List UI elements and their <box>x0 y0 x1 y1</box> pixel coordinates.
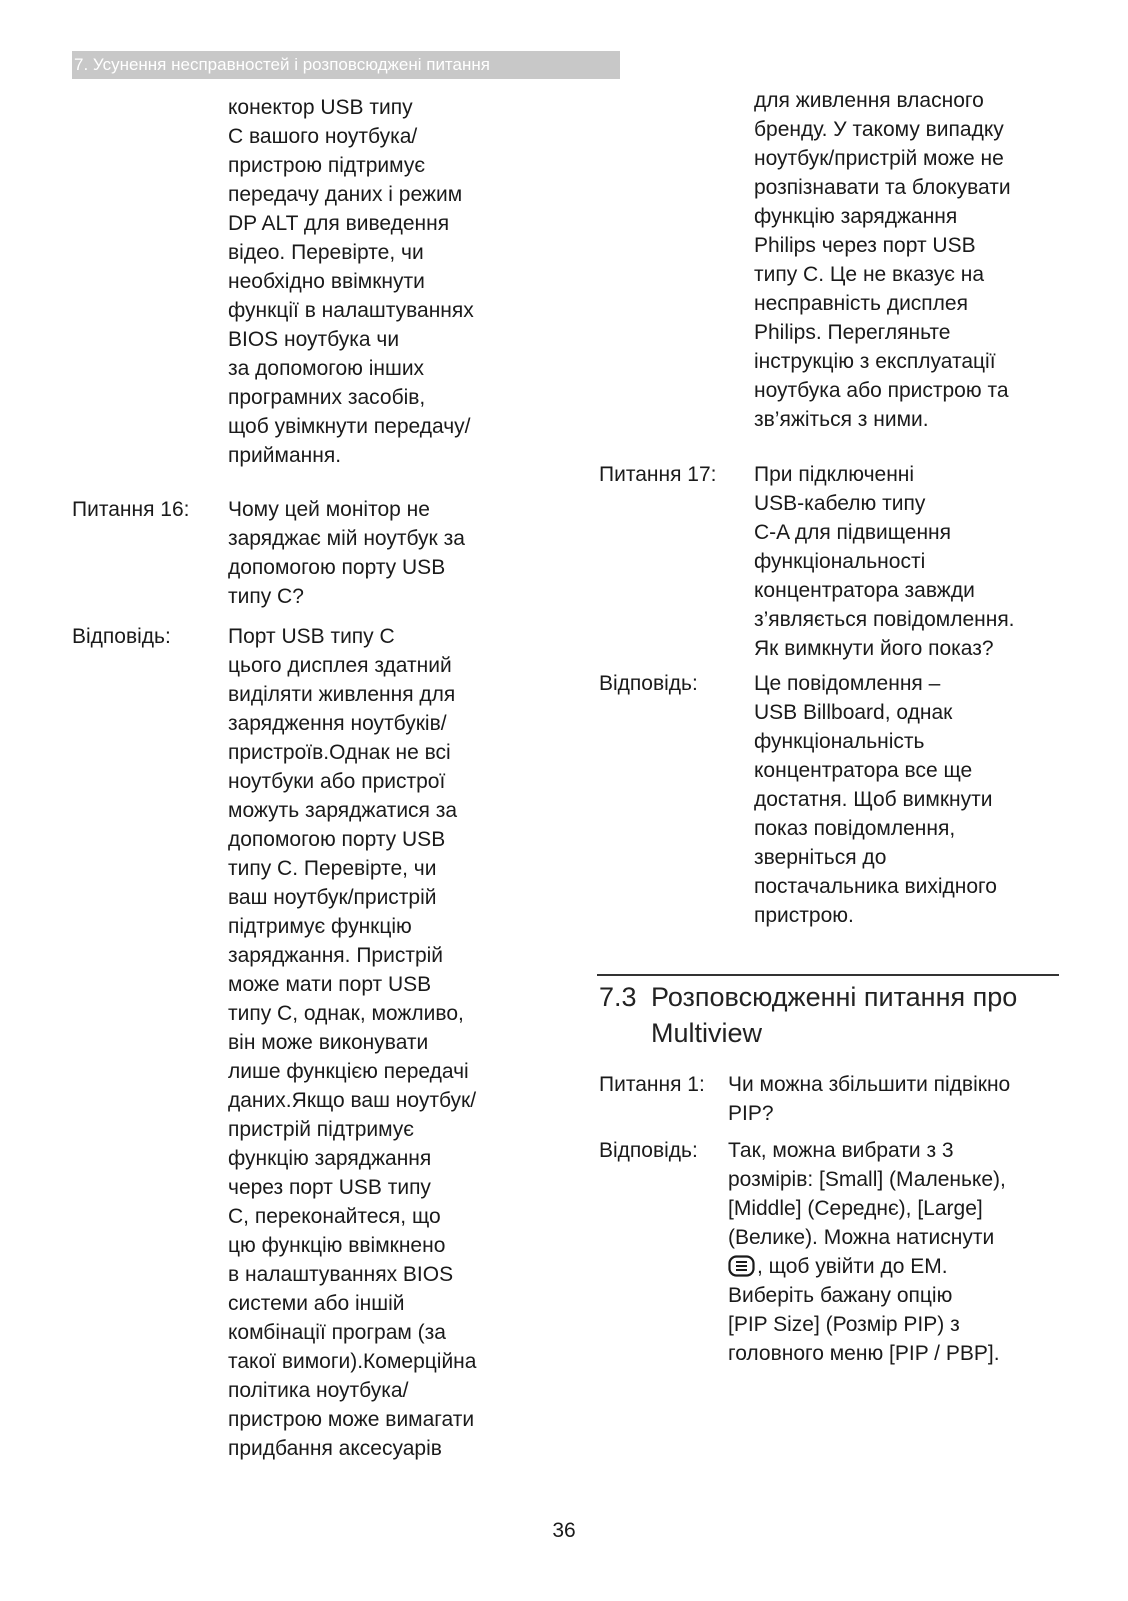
text-line <box>728 1252 948 1281</box>
text-line: придбання аксесуарів <box>228 1437 442 1460</box>
text-line: C-A для підвищення <box>754 521 952 544</box>
text-line: відео. Перевірте, чи <box>228 241 424 264</box>
section-title-line-2: Multiview <box>651 1018 763 1048</box>
text-line: інструкцію з експлуатації <box>754 350 996 373</box>
text-line: концентратора все ще <box>754 759 973 782</box>
text-line: можуть заряджатися за <box>228 799 458 822</box>
text-line: Philips. Перегляньте <box>754 321 951 344</box>
text-fragment: , щоб увійти до EM. <box>757 1255 948 1278</box>
text-line: зв’яжіться з ними. <box>754 408 929 431</box>
question-1-label: Питання 1: <box>599 1073 705 1096</box>
text-line: функцію заряджання <box>228 1147 432 1170</box>
text-line: PIP? <box>728 1102 774 1125</box>
text-line: в налаштуваннях BIOS <box>228 1263 454 1286</box>
text-line: допомогою порту USB <box>228 828 446 851</box>
text-line: Це повідомлення – <box>754 672 941 695</box>
text-line: через порт USB типу <box>228 1176 431 1199</box>
text-line: допомогою порту USB <box>228 556 446 579</box>
text-line: зверніться до <box>754 846 887 869</box>
text-line: USB Billboard, однак <box>754 701 953 724</box>
answer-17-label: Відповідь: <box>599 672 698 695</box>
text-line: функціональність <box>754 730 925 753</box>
text-line: цю функцію ввімкнено <box>228 1234 446 1257</box>
text-line: типу C. Перевірте, чи <box>228 857 437 880</box>
text-line: достатня. Щоб вимкнути <box>754 788 993 811</box>
text-line: DP ALT для виведення <box>228 212 450 235</box>
text-line: пристрою підтримує <box>228 154 426 177</box>
text-line: заряджання. Пристрій <box>228 944 444 967</box>
text-line: Чи можна збільшити підвікно <box>728 1073 1011 1096</box>
text-line: розпізнавати та блокувати <box>754 176 1011 199</box>
text-line: ноутбук/пристрій може не <box>754 147 1004 170</box>
text-line: виділяти живлення для <box>228 683 456 706</box>
text-line: концентратора завжди <box>754 579 975 602</box>
text-line: за допомогою інших <box>228 357 425 380</box>
text-line: типу C? <box>228 585 304 608</box>
text-line: передачу даних і режим <box>228 183 463 206</box>
text-line: показ повідомлення, <box>754 817 956 840</box>
question-16-label: Питання 16: <box>72 498 190 521</box>
text-line: конектор USB типу <box>228 96 413 119</box>
text-line: цього дисплея здатний <box>228 654 452 677</box>
section-title-line-1: Розповсюдженні питання про <box>651 982 1018 1012</box>
text-line: Виберіть бажану опцію <box>728 1284 953 1307</box>
text-line: функції в налаштуваннях <box>228 299 474 322</box>
text-line: для живлення власного <box>754 89 984 112</box>
text-line: постачальника вихідного <box>754 875 997 898</box>
text-line: пристроїв.Однак не всі <box>228 741 451 764</box>
text-line: зарядження ноутбуків/ <box>228 712 447 735</box>
text-line: типу C, однак, можливо, <box>228 1002 464 1025</box>
text-line: з’являється повідомлення. <box>754 608 1015 631</box>
text-line: (Велике). Можна натиснути <box>728 1226 995 1249</box>
text-line: системи або іншій <box>228 1292 405 1315</box>
text-line: пристрою. <box>754 904 854 927</box>
text-line: ваш ноутбук/пристрій <box>228 886 437 909</box>
text-line: C, переконайтеся, що <box>228 1205 441 1228</box>
text-line: типу C. Це не вказує на <box>754 263 985 286</box>
text-line: пристрій підтримує <box>228 1118 415 1141</box>
text-line: C вашого ноутбука/ <box>228 125 418 148</box>
text-line: він може виконувати <box>228 1031 429 1054</box>
text-line: [PIP Size] (Розмір PIP) з <box>728 1313 960 1336</box>
answer-1-label: Відповідь: <box>599 1139 698 1162</box>
answer-16-label: Відповідь: <box>72 625 171 648</box>
text-line: Як вимкнути його показ? <box>754 637 994 660</box>
text-line: функцію заряджання <box>754 205 958 228</box>
text-line: необхідно ввімкнути <box>228 270 425 293</box>
text-line: лише функцією передачі <box>228 1060 469 1083</box>
menu-button-icon <box>728 1255 755 1277</box>
page-number: 36 <box>552 1519 576 1542</box>
text-line: ноутбука або пристрою та <box>754 379 1009 402</box>
text-line: може мати порт USB <box>228 973 432 996</box>
text-line: пристрою може вимагати <box>228 1408 475 1431</box>
text-line: програмних засобів, <box>228 386 426 409</box>
text-line: Philips через порт USB <box>754 234 976 257</box>
text-line: [Middle] (Середнє), [Large] <box>728 1197 983 1220</box>
text-line: даних.Якщо ваш ноутбук/ <box>228 1089 477 1112</box>
text-line: бренду. У такому випадку <box>754 118 1004 141</box>
text-line: політика ноутбука/ <box>228 1379 409 1402</box>
text-line: несправність дисплея <box>754 292 968 315</box>
text-line: щоб увімкнути передачу/ <box>228 415 471 438</box>
text-line: приймання. <box>228 444 342 467</box>
text-line: підтримує функцію <box>228 915 412 938</box>
text-line: При підключенні <box>754 463 915 486</box>
section-header: 7. Усунення несправностей і розповсюджені питання <box>72 51 620 79</box>
text-line: Чому цей монітор не <box>228 498 430 521</box>
text-line: такої вимоги).Комерційна <box>228 1350 477 1373</box>
text-line: USB-кабелю типу <box>754 492 926 515</box>
question-17-label: Питання 17: <box>599 463 717 486</box>
text-line: головного меню [PIP / PBP]. <box>728 1342 1000 1365</box>
section-number: 7.3 <box>599 982 637 1012</box>
text-line: функціональності <box>754 550 926 573</box>
text-line: заряджає мій ноутбук за <box>228 527 465 550</box>
text-line: комбінації програм (за <box>228 1321 446 1344</box>
text-line: розмірів: [Small] (Маленьке), <box>728 1168 1006 1191</box>
section-divider <box>597 974 1059 976</box>
text-line: Так, можна вибрати з 3 <box>728 1139 954 1162</box>
text-line: ноутбуки або пристрої <box>228 770 446 793</box>
text-line: BIOS ноутбука чи <box>228 328 400 351</box>
text-line: Порт USB типу C <box>228 625 395 648</box>
